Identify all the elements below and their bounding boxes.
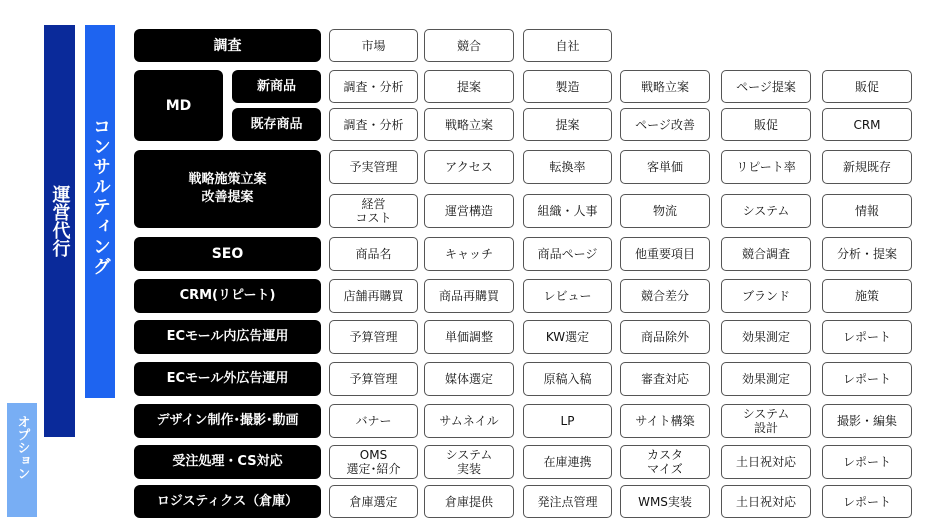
service-cell: KW選定 — [523, 320, 612, 354]
service-cell: 予算管理 — [329, 320, 418, 354]
service-cell: 製造 — [523, 70, 612, 103]
service-cell: レポート — [822, 362, 912, 396]
service-cell: OMS 選定･紹介 — [329, 445, 418, 479]
service-cell: サイト構築 — [620, 404, 710, 438]
service-cell: 競合 — [424, 29, 514, 62]
service-cell: システム — [721, 194, 811, 228]
service-cell: 商品再購買 — [424, 279, 514, 313]
service-cell: 土日祝対応 — [721, 485, 811, 518]
service-cell: バナー — [329, 404, 418, 438]
service-cell: ページ改善 — [620, 108, 710, 141]
service-cell: カスタ マイズ — [620, 445, 710, 479]
service-cell: ページ提案 — [721, 70, 811, 103]
service-cell: CRM — [822, 108, 912, 141]
service-cell: 経営 コスト — [329, 194, 418, 228]
service-cell: 効果測定 — [721, 362, 811, 396]
service-cell: システム 実装 — [424, 445, 514, 479]
service-cell: レポート — [822, 485, 912, 518]
service-cell: 物流 — [620, 194, 710, 228]
service-cell: 調査・分析 — [329, 108, 418, 141]
sidebar-consulting-label: コンサルティング — [90, 117, 111, 277]
service-cell: 倉庫提供 — [424, 485, 514, 518]
service-cell: 戦略立案 — [424, 108, 514, 141]
service-cell: 情報 — [822, 194, 912, 228]
service-cell: 倉庫選定 — [329, 485, 418, 518]
service-cell: 審査対応 — [620, 362, 710, 396]
service-cell: 他重要項目 — [620, 237, 710, 271]
category-label: ロジスティクス（倉庫） — [134, 485, 321, 518]
sidebar-consulting — [85, 25, 115, 398]
service-cell: 運営構造 — [424, 194, 514, 228]
service-cell: 原稿入稿 — [523, 362, 612, 396]
sidebar-option-label: オプション — [14, 415, 30, 480]
service-cell: レポート — [822, 445, 912, 479]
service-cell: キャッチ — [424, 237, 514, 271]
service-cell: 客単価 — [620, 150, 710, 184]
service-cell: 施策 — [822, 279, 912, 313]
sidebar-unei-daikou — [44, 25, 75, 437]
category-label: デザイン制作･撮影･動画 — [134, 404, 321, 438]
sidebar-option — [7, 403, 37, 517]
service-cell: 発注点管理 — [523, 485, 612, 518]
category-label: ECモール内広告運用 — [134, 320, 321, 354]
category-label: ECモール外広告運用 — [134, 362, 321, 396]
service-cell: 商品ページ — [523, 237, 612, 271]
service-cell: リピート率 — [721, 150, 811, 184]
service-cell: 分析・提案 — [822, 237, 912, 271]
service-cell: 転換率 — [523, 150, 612, 184]
service-cell: システム 設計 — [721, 404, 811, 438]
service-cell: 予算管理 — [329, 362, 418, 396]
category-strategy-improvement: 戦略施策立案 改善提案 — [134, 150, 321, 228]
service-cell: 自社 — [523, 29, 612, 62]
service-cell: LP — [523, 404, 612, 438]
service-cell: 組織・人事 — [523, 194, 612, 228]
category-md: MD — [134, 70, 223, 141]
service-cell: 販促 — [822, 70, 912, 103]
service-cell: 戦略立案 — [620, 70, 710, 103]
service-cell: サムネイル — [424, 404, 514, 438]
service-cell: 競合調査 — [721, 237, 811, 271]
service-cell: WMS実装 — [620, 485, 710, 518]
service-cell: 調査・分析 — [329, 70, 418, 103]
service-cell: 媒体選定 — [424, 362, 514, 396]
service-cell: 商品名 — [329, 237, 418, 271]
service-cell: 撮影・編集 — [822, 404, 912, 438]
service-cell: 予実管理 — [329, 150, 418, 184]
category-existing-product: 既存商品 — [232, 108, 321, 141]
service-cell: レポート — [822, 320, 912, 354]
sidebar-unei-label: 運営代行 — [49, 185, 71, 257]
category-new-product: 新商品 — [232, 70, 321, 103]
service-cell: 販促 — [721, 108, 811, 141]
category-label: 受注処理・CS対応 — [134, 445, 321, 479]
service-cell: 店舗再購買 — [329, 279, 418, 313]
service-cell: 在庫連携 — [523, 445, 612, 479]
category-label: 調査 — [134, 29, 321, 62]
service-cell: 提案 — [523, 108, 612, 141]
service-cell: 市場 — [329, 29, 418, 62]
service-cell: 競合差分 — [620, 279, 710, 313]
service-cell: 提案 — [424, 70, 514, 103]
service-cell: 土日祝対応 — [721, 445, 811, 479]
category-label: SEO — [134, 237, 321, 271]
service-cell: 効果測定 — [721, 320, 811, 354]
service-cell: 商品除外 — [620, 320, 710, 354]
service-cell: ブランド — [721, 279, 811, 313]
service-cell: レビュー — [523, 279, 612, 313]
service-cell: 新規既存 — [822, 150, 912, 184]
service-cell: アクセス — [424, 150, 514, 184]
category-label: CRM(リピート) — [134, 279, 321, 313]
service-cell: 単価調整 — [424, 320, 514, 354]
